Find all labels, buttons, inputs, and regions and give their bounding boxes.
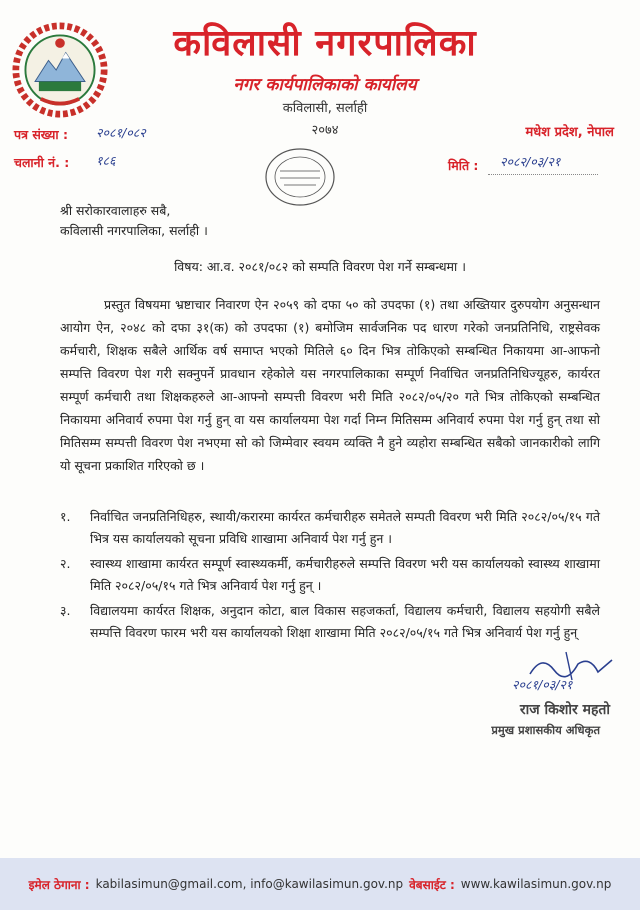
list-item <box>60 553 600 597</box>
signatory-name: राज किशोर महतो <box>519 702 610 718</box>
addressee-line-2: कविलासी नगरपालिका, सर्लाही । <box>60 223 208 238</box>
website-link[interactable]: www.kawilasimun.gov.np <box>460 877 612 891</box>
municipality-title: कविलासी नगरपालिका <box>173 23 477 64</box>
office-address: कविलासी, सर्लाही <box>282 101 368 116</box>
instruction-list <box>60 506 600 647</box>
email-addresses[interactable]: kabilasimun@gmail.com, info@kawilasimun.gov.np <box>95 877 404 891</box>
addressee-line-1: श्री सरोकारवालाहरु सबै, <box>60 203 171 218</box>
office-subtitle: नगर कार्यपालिकाको कार्यालय <box>233 75 417 95</box>
list-item-number: ३. <box>60 603 71 618</box>
dispatch-no-label: चलानी नं. : <box>14 155 70 170</box>
signatory-title: प्रमुख प्रशासकीय अधिकृत <box>491 723 600 737</box>
website-label: वेबसाईट : <box>409 877 455 892</box>
list-item-number: २. <box>60 556 71 571</box>
list-item-text: विद्यालयमा कार्यरत शिक्षक, अनुदान कोटा, बाल विकास सहजकर्ता, विद्यालय कर्मचारी, विद्यालय सहयोगी सबैले सम्पत्ति विवरण फारम भरी यस कार्यालयको शिक्षा शाखामा मिति २०८२/०५/१५ गते भित्र अनिवार्य पेश गर्नु हुन् <box>90 603 600 640</box>
list-item-text: निर्वाचित जनप्रतिनिधिहरु, स्थायी/करारमा कार्यरत कर्मचारीहरु समेतले सम्पती विवरण भरी मिति २०८२/०५/१५ गते भित्र यस कार्यालयको सूचना प्रविधि शाखामा अनिवार्य पेश गर्नु हुन । <box>90 509 600 546</box>
letter-no-value: २०८१/०८२ <box>96 125 146 140</box>
date-label: मिति : <box>448 158 479 173</box>
subject-line: विषय: आ.व. २०८१/०८२ को सम्पति विवरण पेश गर्ने सम्बन्धमा । <box>174 259 466 274</box>
notice-body: प्रस्तुत विषयमा भ्रष्टाचार निवारण ऐन २०५९ को दफा ५० को उपदफा (१) तथा अख्तियार दुरुपयोग अनुसन्धान आयोग ऐन, २०४८ को दफा ३१(क) को उपदफा (१) बमोजिम सार्वजनिक पद धारण गरेको जनप्रतिनिधि, राष्ट्रसेवक कर्मचारी, शिक्षक सबैले आर्थिक वर्ष समाप्त भएको मितिले ६० दिन भित्र तोकिएको सम्बन्धित निकायमा आ-आफनो सम्पत्ति विवरण पेश गरी सक्नुपर्ने प्रावधान रहेकोले यस नगरपालिकाका सम्पूर्ण निर्वाचित जनप्रतिनिधिज्यूहरु, कार्यरत सम्पूर्ण कर्मचारी तथा शिक्षकहरुले आ-आफ्नो सम्पत्ती विवरण भरी मिति २०८२/०५/२० गते भित्र तोकिएको सम्बन्धित निकायमा अनिवार्य रुपमा पेश गर्नु हुन् वा यस कार्यालयमा पेश गर्दा निम्न मितिसम्म अनिवार्य रुपमा पेश गर्नु हुन् तथा सो मितिसम्म सम्पत्ती विवरण पेश नभएमा सो को जिम्मेवार स्वयम व्यक्ति नै हुने व्यहोरा सम्बन्धित सबैको जानकारीको लागि यो सूचना प्रकाशित गरिएको छ । <box>60 297 600 473</box>
letter-no-label: पत्र संख्या : <box>14 127 68 142</box>
contact-footer <box>0 858 640 910</box>
date-value: २०८२/०३/२१ <box>500 154 561 169</box>
dispatch-no-value: १८६ <box>96 153 116 168</box>
establishment-year: २०७४ <box>311 123 339 138</box>
list-item <box>60 600 600 644</box>
office-stamp-icon <box>262 145 338 209</box>
signature-date: २०८१/०३/२१ <box>512 677 573 692</box>
email-label: इमेल ठेगाना : <box>28 877 90 892</box>
list-item <box>60 506 600 550</box>
list-item-text: स्वास्थ्य शाखामा कार्यरत सम्पूर्ण स्वास्थ्यकर्मी, कर्मचारीहरुले सम्पत्ति विवरण भरी यस कार्यालयको स्वास्थ्य शाखामा मिति २०८२/०५/१५ गते भित्र अनिवार्य पेश गर्नु हुन् । <box>90 556 600 593</box>
province-label: मधेश प्रदेश, नेपाल <box>525 125 614 140</box>
government-emblem-icon <box>12 22 108 118</box>
list-item-number: १. <box>60 509 71 524</box>
